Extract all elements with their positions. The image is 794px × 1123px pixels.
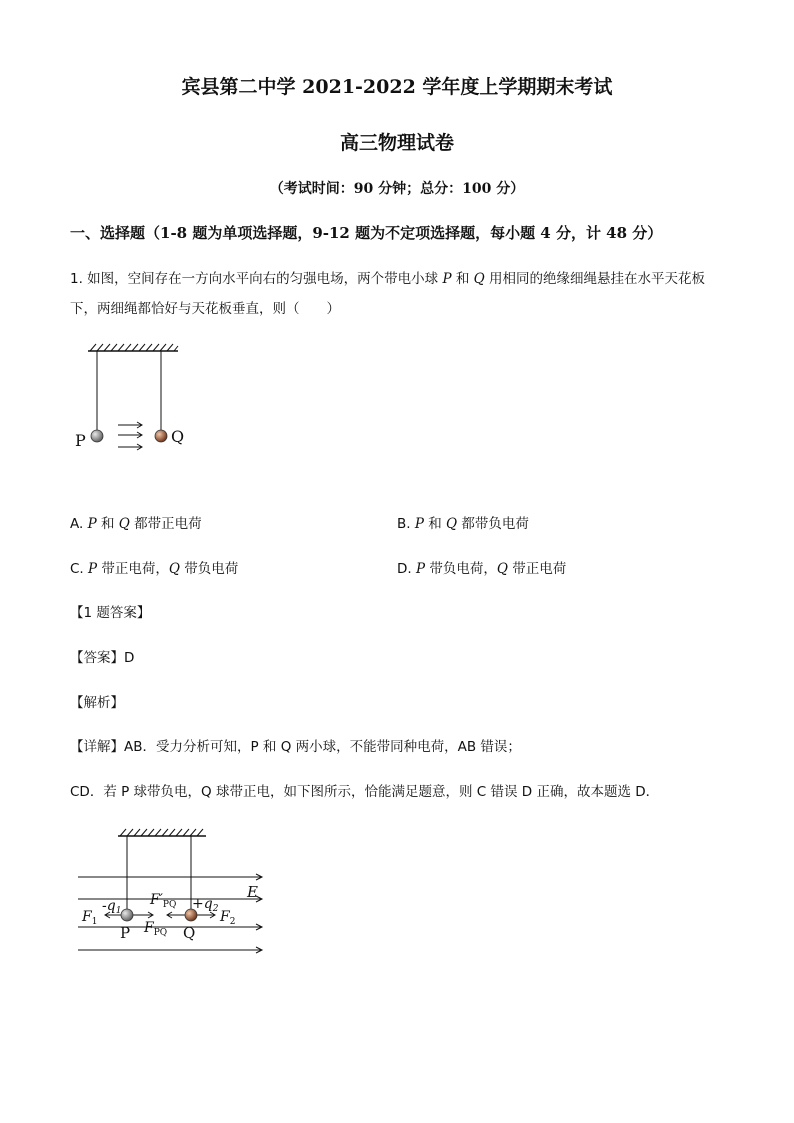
label-q: Q — [171, 427, 185, 446]
option-b-text2: 都带负电荷 — [457, 516, 529, 532]
page-subtitle: 高三物理试卷 — [339, 132, 454, 154]
option-c-prefix: C. — [70, 561, 89, 577]
option-b-text1: 和 — [423, 516, 447, 532]
option-a[interactable] — [70, 512, 202, 532]
option-b-prefix: B. — [397, 516, 415, 532]
option-c-text1: 带正电荷， — [97, 561, 169, 577]
answer-section-label: 【1 题答案】 — [70, 605, 151, 621]
label-e: E — [247, 883, 258, 901]
detail-text: AB．受力分析可知，P 和 Q 两小球，不能带同种电荷，AB 错误； — [124, 739, 521, 755]
ceiling-hatch-2 — [120, 829, 203, 836]
page-title: 宾县第二中学 2021-2022 学年度上学期期末考试 — [181, 76, 613, 98]
option-c-text2: 带负电荷 — [179, 561, 239, 577]
option-a-prefix: A. — [70, 516, 88, 532]
option-d-prefix: D. — [397, 561, 416, 577]
option-d[interactable] — [397, 557, 566, 577]
question-1-line-1 — [70, 267, 705, 287]
label-f1: $F_1$ — [82, 909, 98, 927]
label-fpq: $F_{PQ}$ — [144, 920, 168, 938]
label-q2: $+q_2$ — [192, 896, 219, 914]
ball-p — [91, 430, 103, 442]
q1-var-p: P — [442, 271, 452, 287]
option-a-q: Q — [118, 516, 130, 532]
option-a-p: P — [87, 516, 97, 532]
option-d-p: P — [415, 561, 426, 577]
field-arrows — [118, 422, 142, 450]
answer-label: 【答案】 — [70, 650, 124, 666]
option-b-p: P — [414, 516, 424, 532]
question-1-line-2: 下，两细绳都恰好与天花板垂直，则（ ） — [70, 301, 340, 317]
force-diagram — [70, 820, 280, 960]
ceiling-hatch — [90, 344, 178, 351]
option-b-q: Q — [446, 516, 458, 532]
ball-p-2 — [121, 909, 133, 921]
answer-value: D — [124, 650, 135, 666]
option-d-text1: 带负电荷， — [425, 561, 497, 577]
option-d-text2: 带正电荷 — [507, 561, 567, 577]
option-c-p: P — [88, 561, 98, 577]
label-q1: $-q_1$ — [102, 898, 122, 916]
exam-info: （考试时间：90 分钟；总分：100 分） — [269, 181, 525, 197]
detail-label: 【详解】 — [70, 739, 124, 755]
option-b[interactable] — [397, 512, 529, 532]
label-f2: $F_2$ — [220, 909, 236, 927]
label-p-2: P — [120, 924, 131, 942]
question-1-figure — [60, 335, 220, 460]
label-p: P — [75, 431, 86, 450]
option-c[interactable] — [70, 557, 238, 577]
q1-text-c: 用相同的绝缘细绳悬挂在水平天花板 — [484, 271, 706, 287]
section-heading: 一、选择题（1-8 题为单项选择题，9-12 题为不定项选择题，每小题 4 分，计 48 分） — [70, 224, 663, 242]
option-d-q: Q — [496, 561, 508, 577]
label-fpq-prime: $F'_{PQ}$ — [150, 892, 177, 910]
ball-q — [155, 430, 167, 442]
analysis-label: 【解析】 — [70, 695, 124, 711]
q1-var-q: Q — [473, 271, 485, 287]
label-q-2: Q — [183, 924, 196, 942]
cd-explanation: CD．若 P 球带负电，Q 球带正电，如下图所示，恰能满足题意，则 C 错误 D 正确，故本题选 D． — [70, 784, 660, 800]
option-a-text1: 和 — [96, 516, 119, 532]
option-a-text2: 都带正电荷 — [129, 516, 202, 532]
detail-line — [70, 735, 521, 755]
option-c-q: Q — [168, 561, 180, 577]
q1-text-a: 1. 如图，空间存在一方向水平向右的匀强电场，两个带电小球 — [70, 271, 443, 287]
q1-text-b: 和 — [451, 271, 474, 287]
answer-line — [70, 646, 134, 666]
